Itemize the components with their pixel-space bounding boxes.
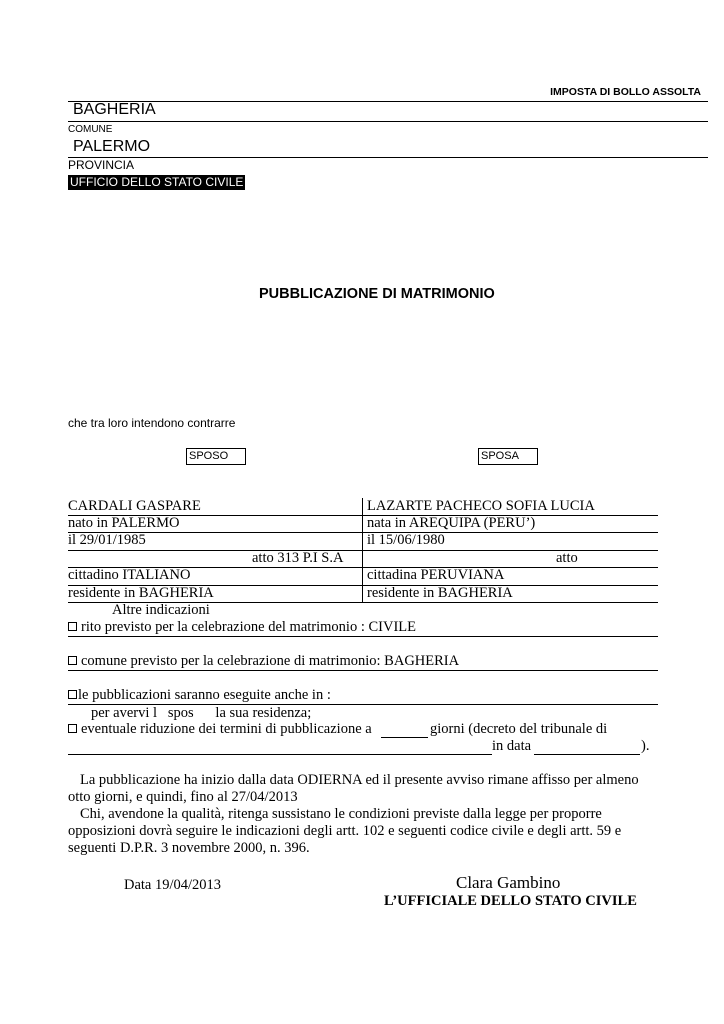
- bride-act: atto: [556, 550, 578, 566]
- groom-act: atto 313 P.I S.A: [252, 550, 344, 566]
- comune-label: COMUNE: [68, 124, 113, 135]
- riduzione-days-blank: [381, 737, 428, 738]
- pubblicazioni-checkbox[interactable]: [68, 690, 77, 699]
- provincia-value: PALERMO: [73, 138, 151, 155]
- body-line-2: otto giorni, e quindi, fino al 27/04/2013: [68, 789, 298, 805]
- intro-text: che tra loro intendono contrarre: [68, 416, 236, 430]
- bride-name: LAZARTE PACHECO SOFIA LUCIA: [367, 498, 595, 514]
- bride-birthplace: nata in AREQUIPA (PERU’): [367, 515, 536, 531]
- bride-citizenship: cittadina PERUVIANA: [367, 567, 505, 583]
- rito-row: [68, 619, 416, 636]
- riduzione-checkbox[interactable]: [68, 724, 77, 733]
- groom-citizenship: cittadino ITALIANO: [68, 567, 191, 583]
- other-heading: Altre indicazioni: [112, 602, 210, 618]
- bride-label: SPOSA: [478, 448, 538, 465]
- comune-row: [68, 653, 459, 670]
- comune-row-rule: [68, 670, 658, 671]
- groom-residence: residente in BAGHERIA: [68, 585, 214, 601]
- provincia-label: PROVINCIA: [68, 158, 135, 172]
- issue-date: Data 19/04/2013: [124, 877, 222, 893]
- riduzione-row: [68, 721, 372, 738]
- in-data-label: in data: [492, 738, 532, 754]
- body-line-3: Chi, avendone la qualità, ritenga sussistano le condizioni previste dalla legge per proporre: [80, 806, 602, 822]
- provincia-rule: [68, 157, 708, 158]
- in-data-close: ).: [641, 738, 650, 754]
- document-title: PUBBLICAZIONE DI MATRIMONIO: [259, 286, 495, 302]
- comune-rule: [68, 121, 708, 122]
- groom-birthplace: nato in PALERMO: [68, 515, 180, 531]
- body-line-1: La pubblicazione ha inizio dalla data ODIERNA ed il presente avviso rimane affisso per almeno: [80, 772, 639, 788]
- groom-name: CARDALI GASPARE: [68, 498, 201, 514]
- header-rule: [68, 101, 708, 102]
- comune-checkbox[interactable]: [68, 656, 77, 665]
- groom-label: SPOSO: [186, 448, 246, 465]
- comune-text: comune previsto per la celebrazione di matrimonio: BAGHERIA: [81, 653, 460, 669]
- rito-rule: [68, 636, 658, 637]
- office-label: UFFICIO DELLO STATO CIVILE: [70, 175, 244, 189]
- body-line-4: opposizioni dovrà seguire le indicazioni degli artt. 102 e seguenti codice civile e degli artt. 59 e: [68, 823, 622, 839]
- official-name: Clara Gambino: [456, 873, 561, 892]
- stamp-duty-note: IMPOSTA DI BOLLO ASSOLTA: [550, 86, 701, 98]
- rito-checkbox[interactable]: [68, 622, 77, 631]
- groom-birthdate: il 29/01/1985: [68, 532, 146, 548]
- avervi-text: per avervi l spos la sua residenza;: [91, 705, 312, 721]
- bride-residence: residente in BAGHERIA: [367, 585, 513, 601]
- official-title: L’UFFICIALE DELLO STATO CIVILE: [384, 893, 637, 909]
- pubblicazioni-text: le pubblicazioni saranno eseguite anche in :: [78, 687, 331, 703]
- riduzione-text-b: giorni (decreto del tribunale di: [430, 721, 608, 737]
- riduzione-text-a: eventuale riduzione dei termini di pubblicazione a: [81, 721, 372, 737]
- bride-birthdate: il 15/06/1980: [367, 532, 445, 548]
- comune-value: BAGHERIA: [73, 101, 156, 118]
- table-rule: [68, 532, 658, 533]
- body-line-5: seguenti D.P.R. 3 novembre 2000, n. 396.: [68, 840, 310, 856]
- rito-text: rito previsto per la celebrazione del matrimonio : CIVILE: [81, 619, 416, 635]
- in-data-blank: [534, 754, 640, 755]
- pubblicazioni-row: [68, 687, 331, 704]
- tribunal-blank: [68, 754, 492, 755]
